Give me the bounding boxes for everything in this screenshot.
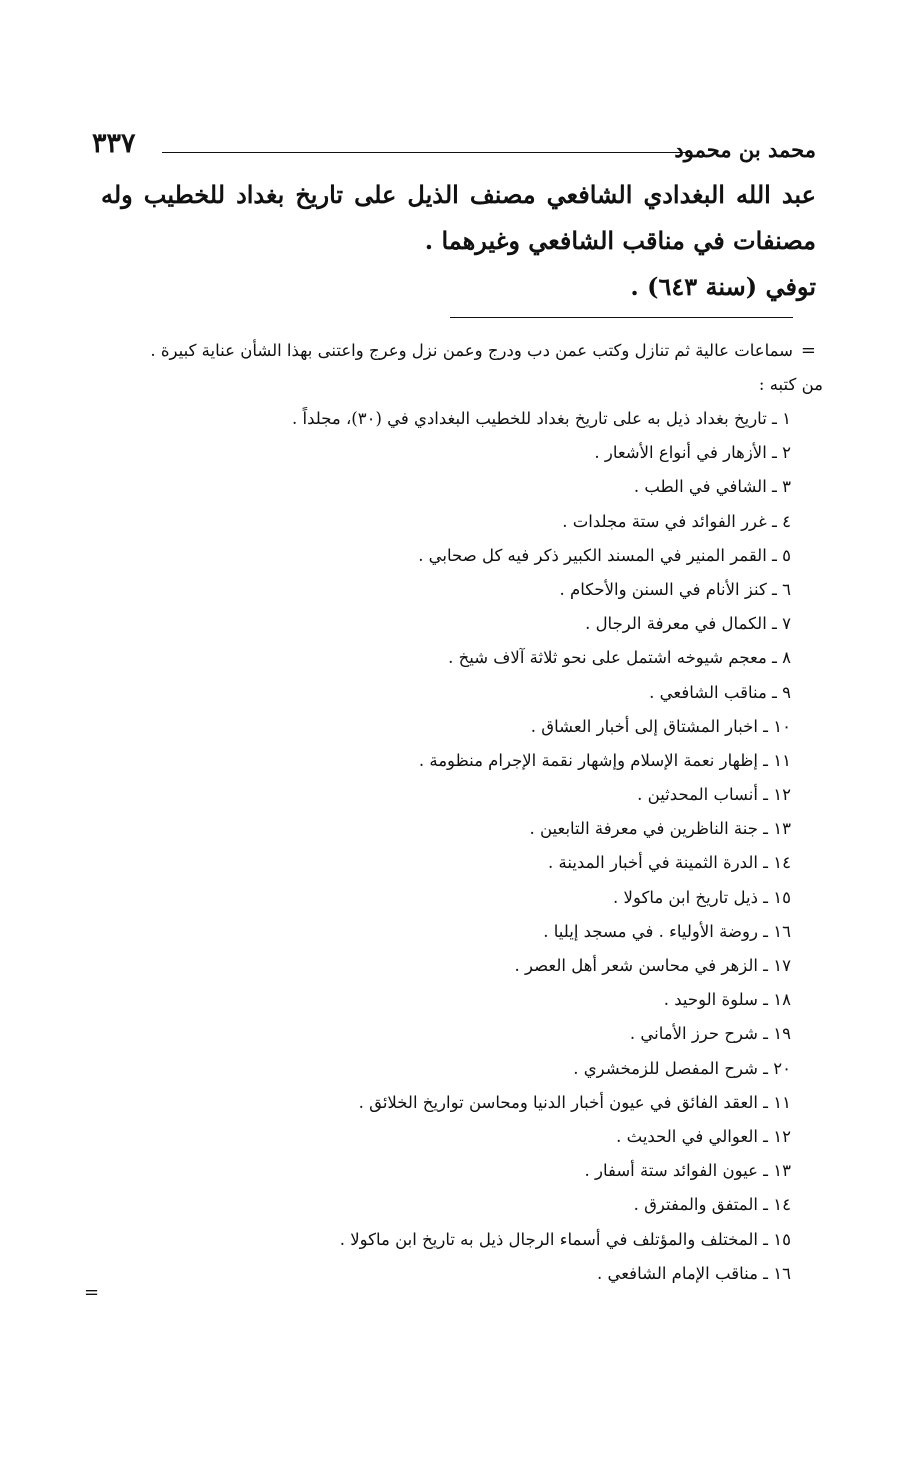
works-list-item: ١ ـ تاريخ بغداد ذيل به على تاريخ بغداد للخطيب البغدادي في (٣٠)، مجلداً . (292, 409, 791, 428)
works-list-item: ٦ ـ كنز الأنام في السنن والأحكام . (559, 579, 791, 599)
works-list (123, 402, 823, 1291)
works-list-item: ١٦ ـ روضة الأولياء . في مسجد إيليا . (543, 921, 791, 941)
works-list-item: ١٤ ـ الدرة الثمينة في أخبار المدينة . (548, 853, 791, 873)
main-text-line: توفي (سنة ٦٤٣) . (630, 272, 816, 301)
works-list-item: ١٧ ـ الزهر في محاسن شعر أهل العصر . (514, 956, 791, 975)
footnote-first-line: سماعات عالية ثم تنازل وكتب عمن دب ودرج وعمن نزل وعرج واعتنى بهذا الشأن عناية كبيرة . (150, 341, 793, 360)
works-list-item: ١٣ ـ جنة الناظرين في معرفة التابعين . (529, 819, 791, 839)
footnote-end-marker: = (84, 1282, 100, 1303)
works-list-item: ٣ ـ الشافي في الطب . (633, 477, 791, 497)
footnote-separator (450, 317, 793, 318)
main-text (101, 172, 816, 310)
works-list-item: ٨ ـ معجم شيوخه اشتمل على نحو ثلاثة آلاف شيخ . (448, 648, 791, 668)
works-list-item: ١٩ ـ شرح حرز الأماني . (629, 1024, 791, 1044)
works-list-item: ٢ ـ الأزهار في أنواع الأشعار . (594, 443, 791, 463)
works-list-item: ١٣ ـ عيون الفوائد ستة أسفار . (584, 1161, 791, 1181)
works-list-item: ٤ ـ غرر الفوائد في ستة مجلدات . (562, 511, 791, 531)
works-list-item: ١٥ ـ ذيل تاريخ ابن ماكولا . (613, 887, 791, 907)
header-rule (162, 152, 687, 153)
main-text-line: مصنفات في مناقب الشافعي وغيرهما . (424, 226, 816, 255)
works-list-item: ١١ ـ إظهار نعمة الإسلام وإشهار نقمة الإجرام منظومة . (418, 750, 791, 770)
works-list-item: ٥ ـ القمر المنير في المسند الكبير ذكر فيه كل صحابي . (418, 545, 791, 565)
footnote (123, 334, 823, 1291)
works-list-item: ١٠ ـ اخبار المشتاق إلى أخبار العشاق . (530, 716, 791, 736)
main-text-line: عبد الله البغدادي الشافعي مصنف الذيل على تاريخ بغداد للخطيب وله (101, 180, 816, 209)
works-list-item: ١٦ ـ مناقب الإمام الشافعي . (596, 1263, 791, 1283)
works-list-item: ٩ ـ مناقب الشافعي . (649, 682, 791, 702)
footnote-intro: من كتبه : (758, 375, 823, 394)
works-list-item: ١٢ ـ أنساب المحدثين . (637, 785, 791, 805)
works-list-item: ١٢ ـ العوالي في الحديث . (616, 1126, 791, 1146)
page-number: ٣٣٧ (92, 128, 136, 159)
running-header-title: محمد بن محمود (674, 137, 816, 162)
works-list-item: ١٨ ـ سلوة الوحيد . (663, 990, 791, 1010)
works-list-item: ٢٠ ـ شرح المفصل للزمخشري . (573, 1058, 791, 1078)
works-list-item: ٧ ـ الكمال في معرفة الرجال . (585, 614, 791, 634)
footnote-continuation-marker: = (800, 340, 816, 361)
works-list-item: ١٤ ـ المتفق والمفترق . (633, 1195, 791, 1215)
works-list-item: ١٥ ـ المختلف والمؤتلف في أسماء الرجال ذيل به تاريخ ابن ماكولا . (339, 1229, 791, 1249)
works-list-item: ١١ ـ العقد الفائق في عيون أخبار الدنيا ومحاسن تواريخ الخلائق . (358, 1092, 791, 1112)
